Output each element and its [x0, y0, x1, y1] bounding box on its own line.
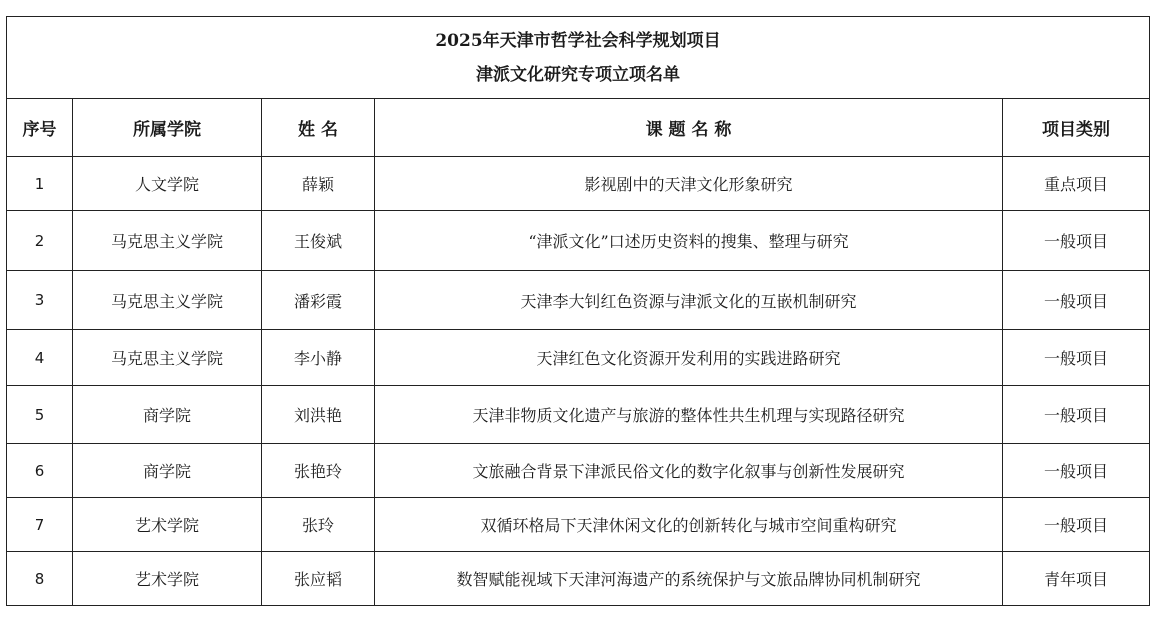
row-category: 青年项目: [1003, 552, 1150, 606]
row-college: 艺术学院: [73, 552, 262, 606]
table-row: [7, 211, 1150, 271]
header-topic: 课 题 名 称: [375, 99, 1003, 157]
row-topic: 数智赋能视域下天津河海遗产的系统保护与文旅品牌协同机制研究: [375, 552, 1003, 606]
project-table: [6, 16, 1150, 606]
title-line-2: 津派文化研究专项立项名单: [476, 64, 680, 85]
row-topic: 天津红色文化资源开发利用的实践进路研究: [375, 330, 1003, 386]
row-topic: 天津非物质文化遗产与旅游的整体性共生机理与实现路径研究: [375, 386, 1003, 444]
table-row: [7, 157, 1150, 211]
project-list-sheet: [6, 16, 1149, 605]
row-name: 潘彩霞: [262, 271, 375, 330]
document-title: [7, 17, 1150, 99]
row-index: 7: [7, 498, 73, 552]
row-college: 马克思主义学院: [73, 271, 262, 330]
row-name: 李小静: [262, 330, 375, 386]
row-index: 8: [7, 552, 73, 606]
row-index: 6: [7, 444, 73, 498]
row-college: 马克思主义学院: [73, 211, 262, 271]
title-row: [7, 17, 1150, 99]
row-name: 张玲: [262, 498, 375, 552]
row-index: 2: [7, 211, 73, 271]
header-row: [7, 99, 1150, 157]
header-index: 序号: [7, 99, 73, 157]
row-name: 张应韬: [262, 552, 375, 606]
table-row: [7, 498, 1150, 552]
row-topic: 双循环格局下天津休闲文化的创新转化与城市空间重构研究: [375, 498, 1003, 552]
row-index: 1: [7, 157, 73, 211]
row-category: 一般项目: [1003, 211, 1150, 271]
table-row: [7, 444, 1150, 498]
project-table-body: [7, 17, 1150, 606]
row-category: 一般项目: [1003, 444, 1150, 498]
row-name: 刘洪艳: [262, 386, 375, 444]
row-name: 薛颖: [262, 157, 375, 211]
row-college: 艺术学院: [73, 498, 262, 552]
row-topic: “津派文化”口述历史资料的搜集、整理与研究: [375, 211, 1003, 271]
header-category: 项目类别: [1003, 99, 1150, 157]
table-row: [7, 271, 1150, 330]
header-college: 所属学院: [73, 99, 262, 157]
title-line-1: 2025年天津市哲学社会科学规划项目: [435, 30, 721, 51]
row-category: 一般项目: [1003, 386, 1150, 444]
row-category: 一般项目: [1003, 498, 1150, 552]
table-row: [7, 552, 1150, 606]
row-topic: 影视剧中的天津文化形象研究: [375, 157, 1003, 211]
header-name: 姓 名: [262, 99, 375, 157]
row-category: 重点项目: [1003, 157, 1150, 211]
row-index: 5: [7, 386, 73, 444]
row-topic: 天津李大钊红色资源与津派文化的互嵌机制研究: [375, 271, 1003, 330]
row-index: 4: [7, 330, 73, 386]
row-name: 王俊斌: [262, 211, 375, 271]
row-college: 商学院: [73, 386, 262, 444]
table-row: [7, 386, 1150, 444]
table-row: [7, 330, 1150, 386]
row-category: 一般项目: [1003, 330, 1150, 386]
row-name: 张艳玲: [262, 444, 375, 498]
row-index: 3: [7, 271, 73, 330]
row-college: 商学院: [73, 444, 262, 498]
row-college: 人文学院: [73, 157, 262, 211]
row-topic: 文旅融合背景下津派民俗文化的数字化叙事与创新性发展研究: [375, 444, 1003, 498]
row-college: 马克思主义学院: [73, 330, 262, 386]
row-category: 一般项目: [1003, 271, 1150, 330]
